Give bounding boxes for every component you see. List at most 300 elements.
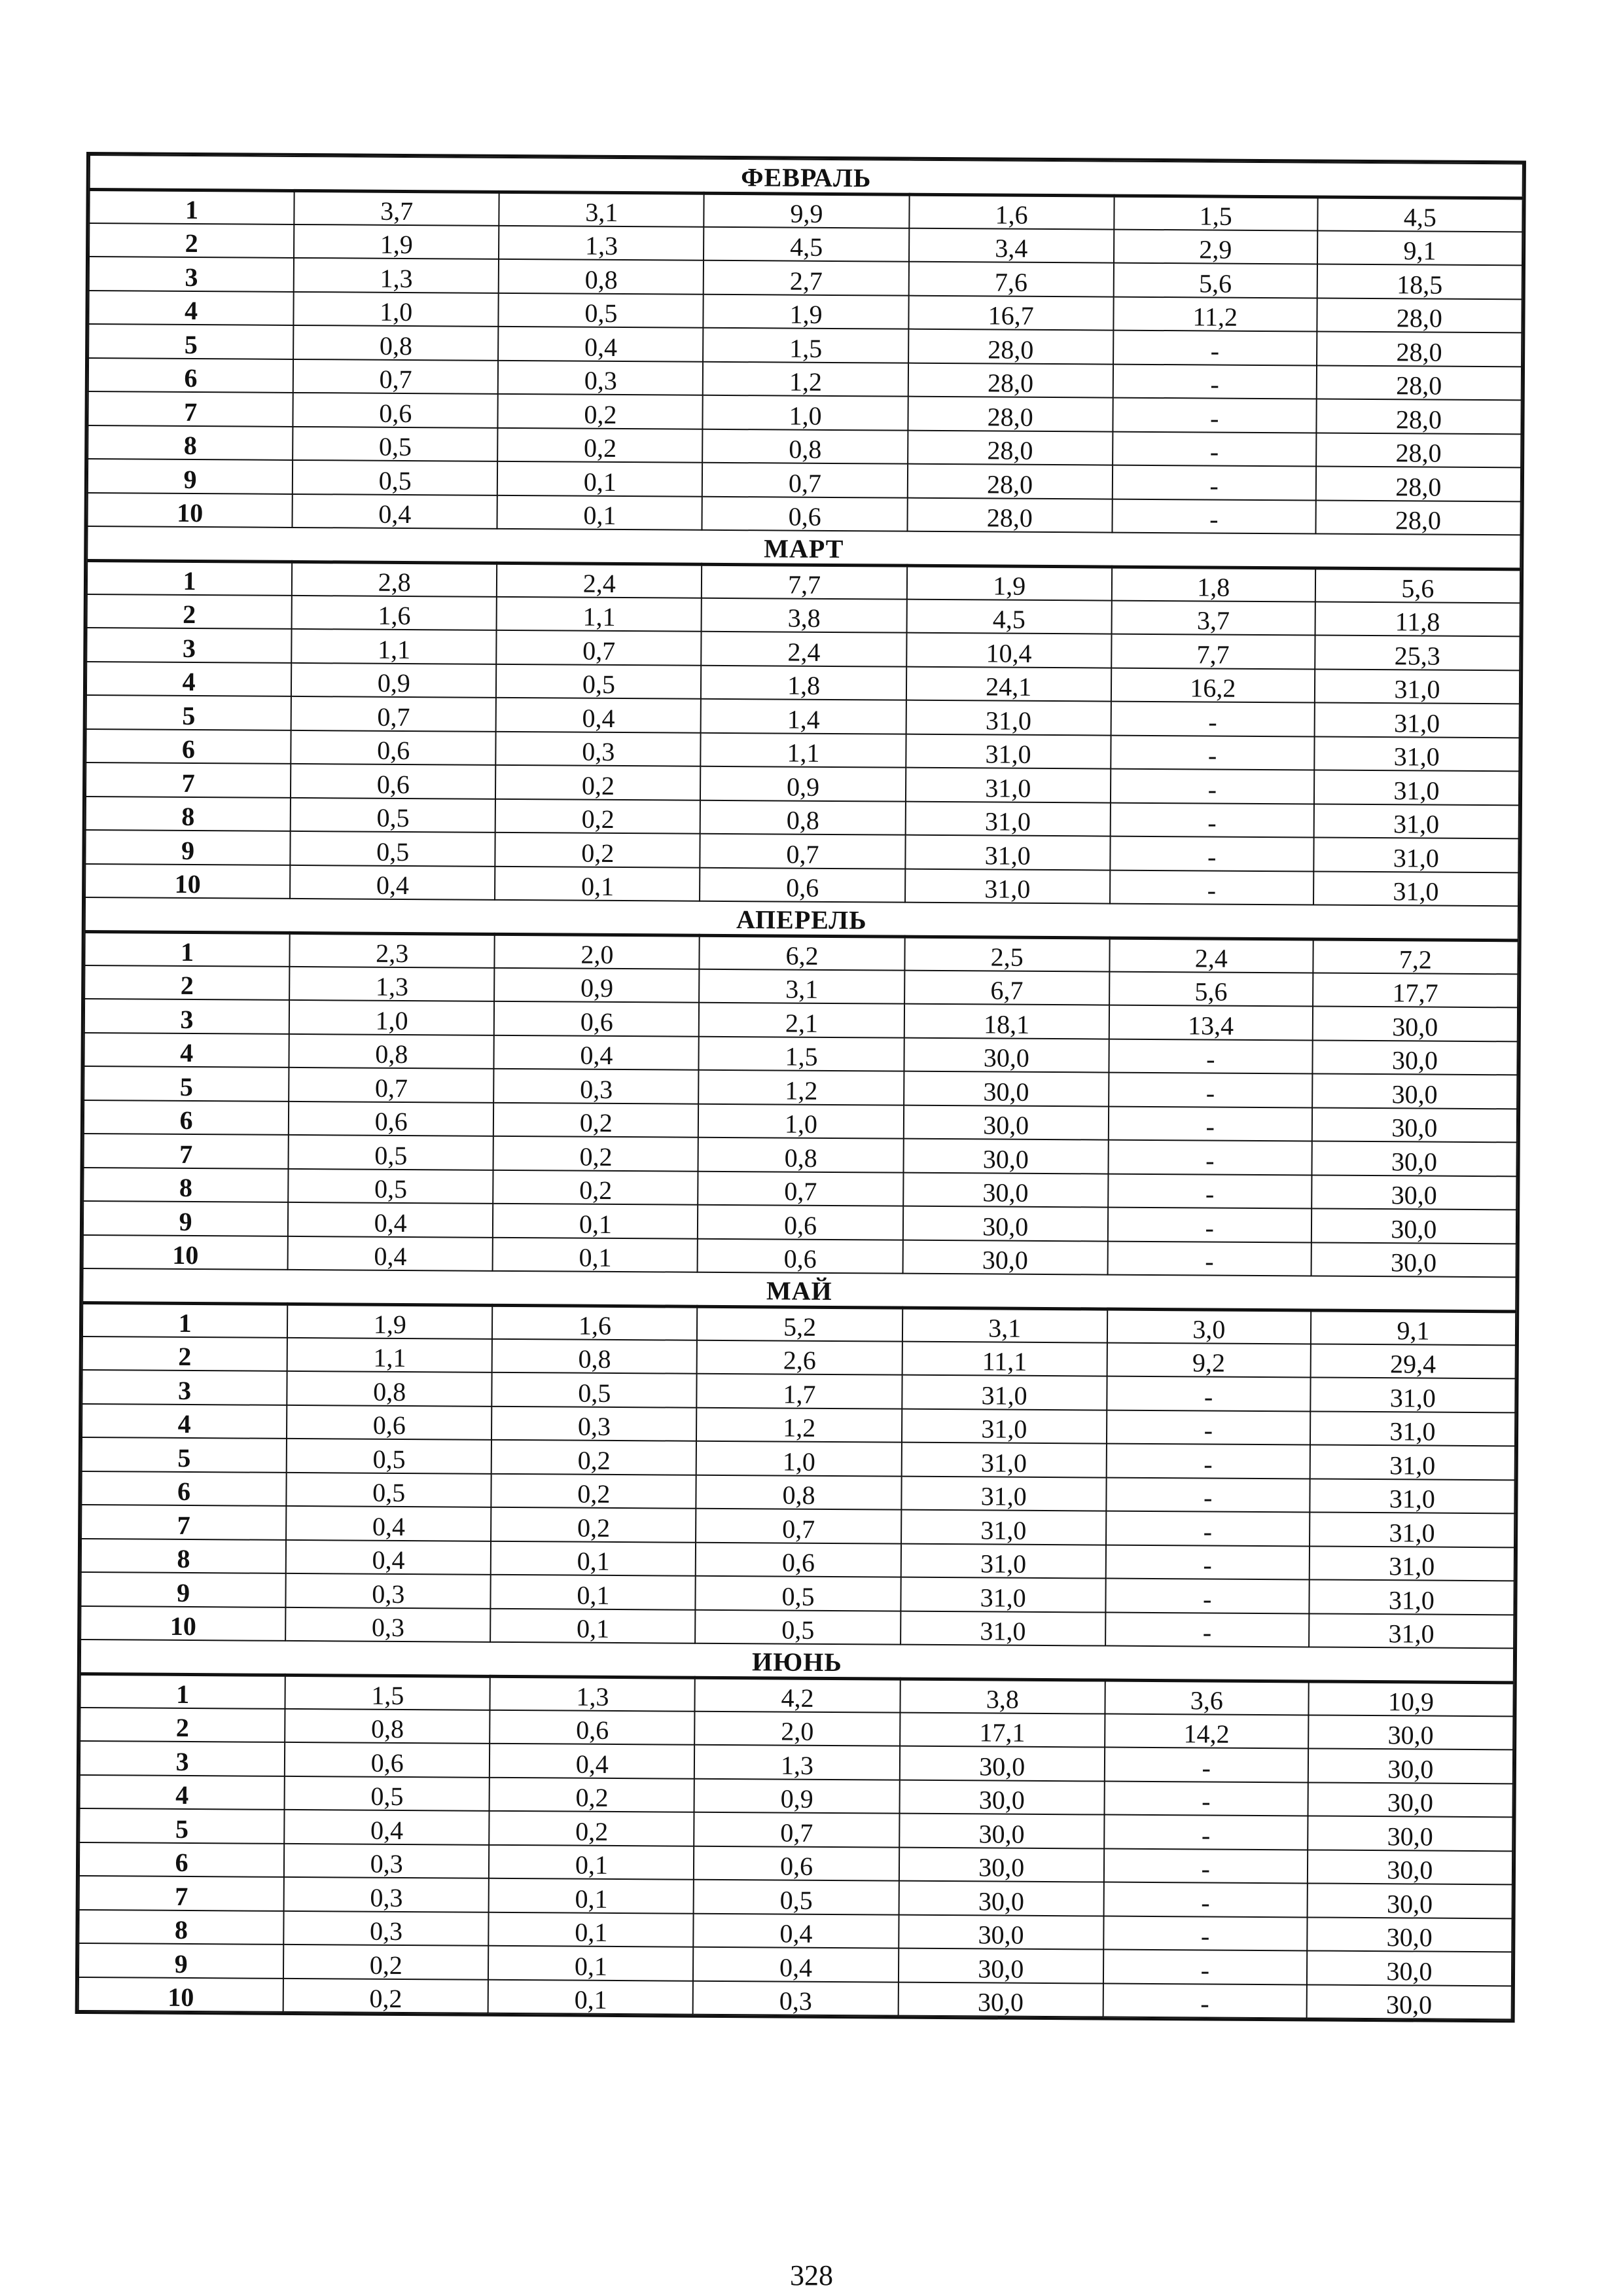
value-cell: 31,0 — [1314, 702, 1520, 737]
value-cell: 0,4 — [693, 1947, 898, 1982]
value-cell: 18,5 — [1317, 264, 1522, 298]
value-cell: 4,5 — [1317, 196, 1523, 231]
value-cell: 1,9 — [906, 565, 1111, 600]
value-cell: 0,3 — [284, 1877, 489, 1912]
value-cell: 30,0 — [902, 1240, 1107, 1274]
month-title: ИЮНЬ — [751, 1646, 842, 1677]
value-cell: 0,1 — [497, 495, 702, 529]
value-cell: 4,5 — [704, 226, 908, 261]
value-cell: 30,0 — [899, 1914, 1103, 1949]
value-cell: 17,1 — [900, 1712, 1105, 1747]
day-number-cell: 2 — [89, 223, 294, 258]
day-number-cell: 4 — [84, 1033, 289, 1067]
value-cell: 30,0 — [899, 1847, 1104, 1882]
value-cell: 0,3 — [284, 1843, 489, 1878]
value-cell: 31,0 — [1313, 871, 1519, 906]
value-cell: 28,0 — [908, 430, 1113, 465]
month-title: ФЕВРАЛЬ — [741, 162, 872, 192]
value-cell: 0,6 — [698, 1205, 902, 1240]
day-number-cell: 10 — [79, 1977, 283, 2011]
day-number-cell: 8 — [79, 1909, 283, 1944]
value-cell: 30,0 — [1308, 1816, 1513, 1850]
value-cell: 0,4 — [498, 327, 703, 361]
value-cell: 2,8 — [292, 562, 497, 596]
value-cell: 0,4 — [293, 493, 497, 528]
value-cell: - — [1110, 870, 1313, 905]
value-cell: 30,0 — [899, 1948, 1103, 1983]
value-cell: 1,3 — [294, 258, 499, 293]
value-cell: 10,9 — [1308, 1681, 1514, 1715]
value-cell: 3,8 — [702, 598, 906, 632]
day-number-cell: 4 — [86, 662, 291, 696]
value-cell: 0,5 — [291, 797, 495, 832]
value-cell: 0,4 — [286, 1506, 491, 1541]
day-number-cell: 6 — [79, 1842, 284, 1876]
value-cell: 0,1 — [491, 1541, 696, 1575]
value-cell: 31,0 — [905, 835, 1110, 870]
value-cell: 0,2 — [495, 833, 700, 867]
value-cell: 0,1 — [493, 1204, 698, 1238]
day-number-cell: 8 — [83, 1168, 288, 1202]
value-cell: - — [1109, 1106, 1312, 1141]
value-cell: 28,0 — [1316, 399, 1522, 433]
value-cell: 1,0 — [698, 1103, 903, 1138]
value-cell: 30,0 — [903, 1172, 1108, 1207]
value-cell: 0,9 — [700, 766, 905, 801]
value-cell: 0,3 — [498, 360, 703, 395]
day-number-cell: 8 — [88, 425, 293, 460]
day-number-cell: 9 — [88, 459, 293, 493]
value-cell: 2,1 — [699, 1003, 904, 1037]
value-cell: 0,6 — [694, 1846, 899, 1880]
month-title: АПЕРЕЛЬ — [736, 904, 867, 935]
value-cell: 30,0 — [1307, 1950, 1512, 1985]
value-cell: 2,9 — [1114, 229, 1317, 264]
value-cell: 0,5 — [496, 664, 701, 698]
month-title: МАРТ — [764, 533, 844, 564]
value-cell: 7,7 — [1111, 634, 1315, 669]
month-title: МАЙ — [766, 1275, 832, 1306]
value-cell: 3,6 — [1105, 1680, 1308, 1715]
value-cell: 31,0 — [1313, 837, 1519, 872]
value-cell: - — [1113, 431, 1316, 466]
value-cell: 0,5 — [492, 1372, 697, 1407]
value-cell: 28,0 — [907, 497, 1112, 532]
value-cell: 30,0 — [1307, 1917, 1512, 1952]
value-cell: - — [1108, 1208, 1311, 1242]
value-cell: 0,7 — [497, 630, 702, 665]
value-cell: 0,4 — [496, 698, 701, 732]
value-cell: 7,2 — [1313, 939, 1518, 973]
value-cell: - — [1105, 1545, 1309, 1579]
value-cell: 31,0 — [905, 801, 1110, 836]
value-cell: - — [1112, 499, 1315, 533]
value-cell: - — [1103, 1882, 1307, 1917]
day-number-cell: 3 — [80, 1741, 285, 1776]
value-cell: 0,1 — [488, 1946, 693, 1981]
value-cell: 1,5 — [285, 1675, 490, 1710]
day-number-cell: 5 — [82, 1437, 287, 1472]
value-cell: - — [1104, 1815, 1308, 1850]
value-cell: - — [1107, 1241, 1311, 1276]
page-number: 328 — [790, 2259, 833, 2291]
value-cell: 0,1 — [493, 1237, 698, 1272]
value-cell: 31,0 — [901, 1476, 1106, 1511]
value-cell: 0,8 — [703, 429, 908, 463]
value-cell: 0,1 — [489, 1878, 694, 1913]
day-number-cell: 5 — [84, 1066, 289, 1101]
value-cell: 30,0 — [903, 1105, 1108, 1139]
value-cell: 14,2 — [1105, 1713, 1308, 1748]
day-number-cell: 4 — [82, 1403, 287, 1438]
value-cell: 1,0 — [703, 395, 908, 430]
value-cell: 0,3 — [283, 1910, 488, 1945]
value-cell: 0,4 — [490, 1744, 694, 1778]
value-cell: 0,6 — [285, 1742, 490, 1777]
value-cell: 28,0 — [1317, 298, 1522, 332]
value-cell: 0,8 — [700, 800, 905, 834]
value-cell: 1,5 — [1114, 196, 1317, 230]
value-cell: - — [1106, 1511, 1310, 1546]
day-number-cell: 10 — [85, 864, 290, 899]
day-number-cell: 1 — [89, 189, 294, 224]
value-cell: 31,0 — [1310, 1411, 1516, 1446]
value-cell: - — [1108, 1174, 1311, 1208]
value-cell: 0,9 — [291, 662, 496, 697]
value-cell: - — [1111, 735, 1314, 770]
value-cell: 0,4 — [694, 1913, 899, 1948]
value-cell: 0,5 — [288, 1168, 493, 1203]
value-cell: 0,7 — [694, 1812, 899, 1847]
value-cell: 1,9 — [287, 1304, 492, 1338]
value-cell: 30,0 — [899, 1881, 1103, 1916]
value-cell: 3,7 — [1111, 600, 1315, 635]
value-cell: 31,0 — [906, 768, 1111, 802]
value-cell: 31,0 — [901, 1510, 1106, 1545]
value-cell: 5,2 — [697, 1306, 902, 1341]
value-cell: 2,6 — [697, 1340, 902, 1374]
value-cell: 0,8 — [287, 1371, 491, 1406]
value-cell: 0,3 — [496, 731, 701, 766]
value-cell: 1,6 — [909, 194, 1114, 229]
value-cell: 1,5 — [699, 1036, 904, 1071]
day-number-cell: 2 — [87, 594, 292, 629]
value-cell: 1,2 — [699, 1070, 904, 1105]
value-cell: 0,3 — [286, 1573, 491, 1608]
value-cell: 0,2 — [497, 427, 702, 462]
value-cell: 11,1 — [902, 1341, 1107, 1376]
value-cell: 30,0 — [1312, 1006, 1518, 1041]
value-cell: 2,5 — [904, 937, 1109, 971]
day-number-cell: 7 — [81, 1505, 286, 1539]
value-cell: 0,3 — [491, 1406, 696, 1441]
value-cell: 2,4 — [497, 563, 702, 598]
value-cell: 30,0 — [1308, 1782, 1513, 1817]
value-cell: - — [1103, 1916, 1307, 1950]
value-cell: 0,6 — [700, 867, 904, 902]
value-cell: 0,4 — [286, 1539, 491, 1574]
value-cell: 0,5 — [293, 426, 497, 461]
value-cell: - — [1109, 1073, 1312, 1107]
value-cell: 1,8 — [701, 665, 906, 700]
value-cell: 28,0 — [908, 363, 1113, 397]
value-cell: 0,7 — [293, 359, 498, 393]
value-cell: 2,7 — [704, 260, 908, 295]
value-cell: - — [1111, 702, 1314, 736]
value-cell: 0,2 — [491, 1507, 696, 1542]
value-cell: 30,0 — [903, 1139, 1108, 1174]
value-cell: 9,2 — [1107, 1342, 1310, 1377]
day-number-cell: 5 — [86, 695, 291, 730]
day-number-cell: 3 — [86, 628, 291, 662]
value-cell: 30,0 — [902, 1206, 1107, 1241]
value-cell: 31,0 — [901, 1443, 1106, 1477]
day-number-cell: 7 — [79, 1876, 284, 1910]
value-cell: 0,8 — [696, 1475, 901, 1509]
value-cell: 6,2 — [700, 935, 904, 970]
value-cell: 30,0 — [904, 1071, 1109, 1106]
value-cell: 2,4 — [702, 632, 906, 666]
value-cell: 0,8 — [285, 1708, 490, 1743]
value-cell: 0,1 — [490, 1608, 695, 1643]
value-cell: 31,0 — [1310, 1512, 1515, 1547]
value-cell: 31,0 — [1315, 669, 1520, 704]
value-cell: 0,7 — [696, 1509, 901, 1543]
value-cell: 28,0 — [907, 464, 1112, 499]
value-cell: 0,6 — [490, 1710, 694, 1744]
value-cell: 0,8 — [293, 325, 498, 360]
value-cell: 0,1 — [489, 1844, 694, 1879]
value-cell: 0,7 — [700, 834, 905, 869]
value-cell: 3,0 — [1107, 1309, 1311, 1344]
value-cell: 1,1 — [291, 629, 496, 664]
value-cell: 28,0 — [908, 397, 1113, 431]
value-cell: 1,3 — [694, 1745, 899, 1780]
value-cell: 0,1 — [488, 1979, 693, 2014]
value-cell: 16,2 — [1111, 668, 1315, 702]
day-number-cell: 3 — [84, 999, 289, 1033]
value-cell: 7,7 — [702, 564, 906, 599]
value-cell: 28,0 — [908, 329, 1113, 364]
value-cell: 30,0 — [1311, 1242, 1516, 1277]
value-cell: 0,7 — [702, 463, 907, 497]
value-cell: 3,4 — [909, 228, 1114, 262]
day-number-cell: 3 — [89, 257, 294, 291]
day-number-cell: 6 — [81, 1471, 286, 1505]
value-cell: 30,0 — [899, 1780, 1104, 1814]
value-cell: 0,9 — [494, 967, 699, 1002]
value-cell: - — [1108, 1140, 1311, 1175]
value-cell: - — [1105, 1579, 1309, 1613]
value-cell: 31,0 — [901, 1611, 1105, 1645]
value-cell: 0,2 — [490, 1777, 694, 1812]
value-cell: 0,7 — [698, 1171, 903, 1206]
value-cell: 17,7 — [1313, 973, 1518, 1007]
day-number-cell: 4 — [88, 291, 293, 325]
value-cell: 1,3 — [289, 966, 494, 1001]
value-cell: 1,0 — [289, 1000, 494, 1035]
value-cell: 31,0 — [1310, 1444, 1515, 1479]
value-cell: 0,6 — [696, 1542, 901, 1577]
day-number-cell: 10 — [88, 493, 293, 528]
value-cell: 1,9 — [294, 224, 499, 259]
value-cell: 0,5 — [285, 1776, 490, 1810]
value-cell: - — [1103, 1950, 1307, 1984]
value-cell: 11,2 — [1113, 296, 1317, 331]
value-cell: 0,2 — [490, 1811, 694, 1846]
value-cell: 18,1 — [904, 1004, 1109, 1039]
day-number-cell: 7 — [88, 391, 293, 426]
value-cell: 3,1 — [700, 969, 904, 1003]
value-cell: 0,1 — [495, 866, 700, 901]
value-cell: 3,7 — [294, 190, 499, 225]
value-cell: - — [1111, 769, 1314, 804]
day-number-cell: 9 — [80, 1572, 285, 1607]
value-cell: 0,5 — [287, 1472, 491, 1507]
value-cell: 0,1 — [489, 1912, 694, 1946]
day-number-cell: 7 — [84, 1134, 289, 1168]
value-cell: 31,0 — [1310, 1377, 1516, 1412]
value-cell: 0,5 — [289, 1135, 493, 1170]
value-cell: 30,0 — [904, 1037, 1109, 1072]
value-cell: 0,4 — [494, 1035, 699, 1069]
value-cell: 0,5 — [287, 1439, 491, 1473]
value-cell: - — [1110, 802, 1313, 837]
value-cell: 1,8 — [1112, 567, 1315, 601]
day-number-cell: 2 — [84, 965, 289, 1000]
value-cell: - — [1104, 1848, 1308, 1883]
value-cell: - — [1103, 1983, 1306, 2018]
value-cell: 10,4 — [906, 633, 1111, 668]
value-cell: 11,8 — [1315, 601, 1520, 636]
value-cell: 4,2 — [695, 1677, 900, 1712]
value-cell: 0,5 — [694, 1880, 899, 1914]
value-cell: 28,0 — [1316, 365, 1522, 400]
day-number-cell: 6 — [86, 729, 291, 764]
value-cell: 0,7 — [291, 696, 496, 731]
value-cell: 30,0 — [1306, 1984, 1512, 2019]
value-cell: 29,4 — [1310, 1344, 1516, 1378]
value-cell: 31,0 — [906, 734, 1111, 768]
value-cell: 0,9 — [694, 1778, 899, 1813]
value-cell: 2,0 — [695, 1711, 900, 1746]
value-cell: - — [1106, 1477, 1310, 1512]
value-cell: 0,2 — [493, 1170, 698, 1204]
day-number-cell: 1 — [80, 1674, 285, 1708]
value-cell: 3,8 — [900, 1679, 1105, 1713]
value-cell: 1,9 — [704, 294, 908, 329]
value-cell: - — [1113, 331, 1317, 365]
value-cell: 0,2 — [283, 1945, 488, 1979]
value-cell: 30,0 — [899, 1814, 1104, 1848]
value-cell: 24,1 — [906, 666, 1111, 701]
day-number-cell: 10 — [83, 1234, 288, 1269]
value-cell: 0,8 — [499, 259, 704, 294]
value-cell: 31,0 — [901, 1543, 1105, 1578]
value-cell: 31,0 — [1309, 1579, 1514, 1614]
value-cell: 0,2 — [498, 394, 703, 429]
day-number-cell: 8 — [81, 1538, 286, 1573]
value-cell: 0,2 — [493, 1136, 698, 1171]
value-cell: 1,6 — [492, 1305, 697, 1340]
value-cell: - — [1107, 1376, 1310, 1411]
value-cell: - — [1106, 1444, 1310, 1479]
value-cell: 1,5 — [704, 328, 908, 363]
value-cell: 0,6 — [287, 1405, 491, 1439]
day-number-cell: 5 — [79, 1808, 284, 1843]
value-cell: 31,0 — [902, 1408, 1107, 1443]
value-cell: 0,8 — [492, 1338, 697, 1373]
day-number-cell: 1 — [82, 1302, 287, 1337]
value-cell: 30,0 — [1312, 1040, 1518, 1075]
value-cell: 0,6 — [702, 496, 907, 531]
day-number-cell: 1 — [84, 931, 289, 966]
value-cell: 0,8 — [289, 1033, 494, 1068]
value-cell: 1,4 — [701, 699, 906, 734]
value-cell: 30,0 — [1308, 1850, 1513, 1884]
value-cell: 31,0 — [905, 869, 1110, 903]
value-cell: 5,6 — [1109, 971, 1313, 1006]
value-cell: 0,5 — [291, 831, 495, 866]
value-cell: 0,4 — [290, 865, 495, 899]
value-cell: 0,1 — [491, 1575, 696, 1609]
value-cell: 0,4 — [288, 1236, 493, 1270]
day-number-cell: 2 — [80, 1707, 285, 1742]
value-cell: 0,5 — [696, 1576, 901, 1611]
value-cell: 1,0 — [294, 291, 499, 326]
value-cell: 30,0 — [1308, 1748, 1514, 1783]
value-cell: 0,7 — [289, 1067, 493, 1102]
value-cell: 3,1 — [902, 1308, 1107, 1342]
value-cell: 2,4 — [1109, 938, 1313, 973]
value-cell: 30,0 — [1312, 1107, 1518, 1142]
value-cell: 13,4 — [1109, 1005, 1313, 1040]
value-cell: - — [1105, 1748, 1308, 1782]
value-cell: 0,5 — [696, 1609, 901, 1644]
value-cell: 7,6 — [908, 262, 1113, 296]
day-number-cell: 6 — [84, 1100, 289, 1135]
value-cell: 9,9 — [704, 193, 909, 228]
day-number-cell: 9 — [83, 1201, 288, 1236]
value-cell: 31,0 — [901, 1577, 1105, 1612]
value-cell: 0,5 — [293, 460, 497, 495]
value-cell: 0,4 — [288, 1202, 493, 1237]
value-cell: - — [1113, 398, 1316, 433]
value-cell: 0,6 — [291, 764, 495, 798]
value-cell: 0,2 — [493, 1102, 698, 1137]
day-number-cell: 7 — [86, 762, 291, 797]
value-cell: 0,1 — [497, 461, 702, 496]
value-cell: 1,0 — [696, 1441, 901, 1476]
value-cell: 30,0 — [1312, 1073, 1518, 1108]
value-cell: 16,7 — [908, 295, 1113, 330]
value-cell: 3,1 — [499, 192, 704, 226]
value-cell: 0,8 — [698, 1138, 903, 1172]
value-cell: 31,0 — [1314, 770, 1520, 804]
value-cell: 30,0 — [899, 1746, 1104, 1781]
value-cell: 28,0 — [1315, 500, 1521, 535]
value-cell: 1,3 — [490, 1676, 695, 1711]
day-number-cell: 3 — [82, 1370, 287, 1405]
value-cell: 0,3 — [285, 1607, 490, 1641]
value-cell: 30,0 — [1311, 1208, 1517, 1243]
day-number-cell: 5 — [88, 324, 293, 359]
value-cell: 0,2 — [491, 1473, 696, 1508]
value-cell: 0,3 — [693, 1981, 898, 2015]
day-number-cell: 2 — [82, 1336, 287, 1371]
value-cell: 0,6 — [494, 1001, 699, 1036]
value-cell: 30,0 — [1307, 1883, 1512, 1918]
